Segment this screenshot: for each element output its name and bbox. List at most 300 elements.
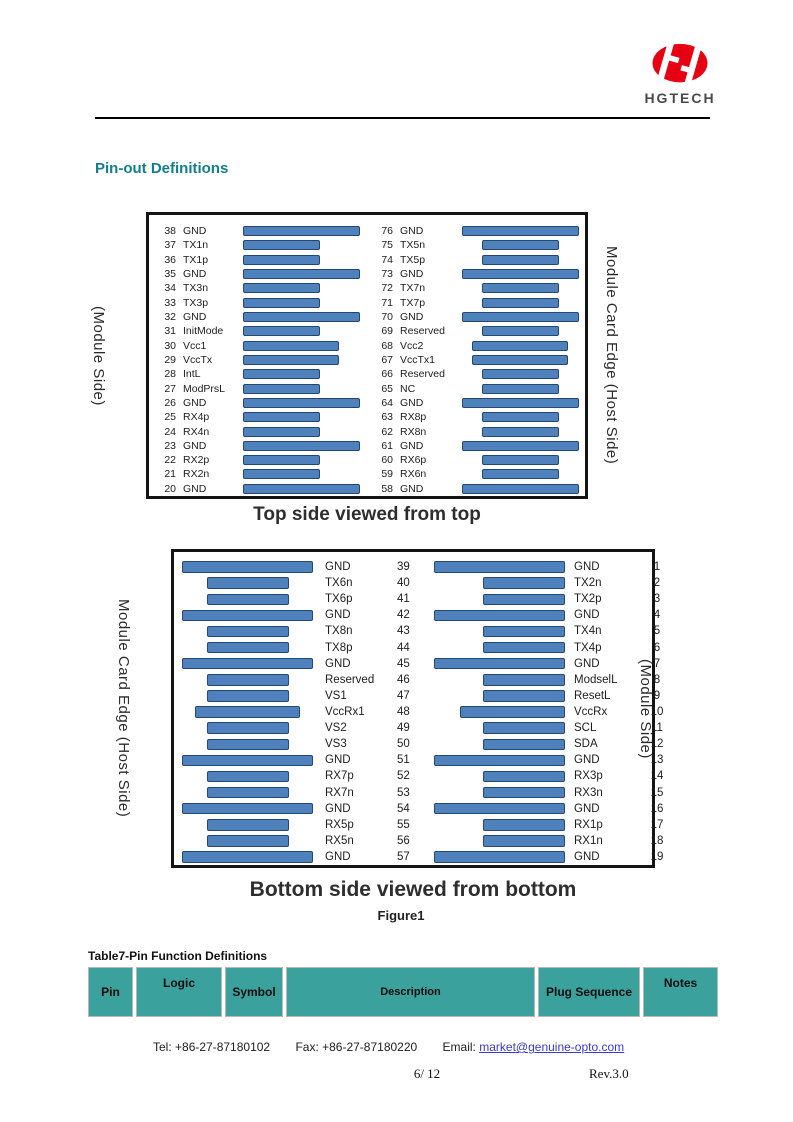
pin-number: 63 [381, 411, 393, 424]
pad-bar [472, 355, 568, 365]
pad-zone [179, 690, 316, 702]
pad-bar [482, 369, 559, 379]
pad-zone [428, 561, 565, 573]
pin-signal-name: TX1p [183, 253, 209, 266]
table-header-cell-plug-sequence: Plug Sequence [538, 967, 640, 1017]
pin-signal-name: TX7n [400, 282, 426, 295]
pad-zone [428, 722, 565, 734]
pin-signal-name: SDA [574, 738, 598, 751]
pin-row-68 [373, 339, 585, 353]
pad-zone [243, 355, 369, 365]
pin-row-71 [373, 296, 585, 310]
pin-signal-name: GND [574, 561, 600, 574]
pad-zone [428, 835, 565, 847]
pin-row-26 [156, 396, 369, 410]
pin-row-52 [179, 768, 421, 784]
pad-bar [482, 283, 559, 293]
pin-number: 10 [650, 706, 664, 719]
pad-bar [243, 341, 339, 351]
pad-bar [434, 658, 565, 670]
pin-number: 51 [397, 754, 410, 767]
table-header-cell-description: Description [286, 967, 535, 1017]
pin-row-15 [428, 785, 668, 801]
pad-bar [483, 594, 565, 606]
pad-zone [456, 326, 584, 336]
top-diagram-left-column [149, 224, 369, 496]
pin-number: 26 [164, 396, 176, 409]
pad-zone [179, 787, 316, 799]
pin-row-54 [179, 801, 421, 817]
pin-number: 11 [651, 722, 663, 735]
pad-zone [428, 787, 565, 799]
pad-bar [434, 561, 565, 573]
pin-number: 1 [653, 561, 661, 574]
pin-row-62 [373, 424, 585, 438]
pin-signal-name: TX2n [574, 577, 602, 590]
pin-number: 18 [650, 834, 664, 847]
pad-bar [483, 642, 565, 654]
pin-number: 41 [397, 593, 410, 606]
pad-bar [434, 610, 565, 622]
pin-row-56 [179, 833, 421, 849]
pin-signal-name: VccTx1 [400, 353, 436, 366]
pin-row-65 [373, 381, 585, 395]
pin-number: 24 [164, 425, 176, 438]
pin-signal-name: GND [400, 482, 424, 495]
pin-function-table-header [88, 967, 720, 1017]
pad-zone [243, 455, 369, 465]
pad-zone [179, 642, 316, 654]
table-header-cell-notes: Notes [643, 967, 718, 1017]
pin-row-50 [179, 736, 421, 752]
pad-bar [482, 427, 559, 437]
pad-zone [456, 298, 584, 308]
pin-signal-name: RX1p [574, 818, 603, 831]
pin-number: 20 [164, 482, 176, 495]
table-header-cell-logic: Logic [136, 967, 222, 1017]
pin-signal-name: GND [325, 657, 351, 670]
table-title: Table7-Pin Function Definitions [88, 949, 268, 963]
pin-signal-name: RX2p [183, 454, 210, 467]
pad-zone [428, 658, 565, 670]
pad-bar [182, 610, 313, 622]
pin-row-38 [156, 224, 369, 238]
pin-number: 12 [650, 738, 664, 751]
pad-zone [179, 803, 316, 815]
pin-number: 76 [381, 225, 393, 238]
pin-signal-name: RX8p [400, 411, 427, 424]
pad-bar [243, 469, 320, 479]
pin-signal-name: Vcc2 [400, 339, 424, 352]
pad-zone [456, 384, 584, 394]
pad-bar [182, 803, 313, 815]
pin-number: 5 [653, 625, 661, 638]
pin-signal-name: TX1n [183, 239, 209, 252]
pin-number: 31 [164, 325, 176, 338]
pad-bar [483, 787, 565, 799]
logo-text: HGTECH [644, 90, 716, 106]
pad-bar [195, 706, 300, 718]
pad-bar [460, 706, 565, 718]
pad-bar [462, 312, 579, 322]
pad-bar [483, 674, 565, 686]
pad-bar [482, 455, 559, 465]
pin-number: 70 [381, 311, 393, 324]
pin-signal-name: RX1n [574, 834, 603, 847]
company-logo [630, 40, 730, 106]
pad-zone [428, 739, 565, 751]
pad-zone [243, 269, 369, 279]
pin-signal-name: TX8n [325, 625, 353, 638]
pad-zone [243, 469, 369, 479]
pin-signal-name: GND [574, 802, 600, 815]
pin-number: 3 [653, 593, 661, 606]
pin-signal-name: TX6p [325, 593, 353, 606]
pin-signal-name: VccTx [183, 353, 213, 366]
pin-signal-name: TX4p [574, 641, 602, 654]
pad-bar [482, 384, 559, 394]
pin-row-3 [428, 591, 668, 607]
pin-signal-name: TX3p [183, 296, 209, 309]
pin-number: 73 [381, 268, 393, 281]
bottom-pinout-diagram [171, 549, 664, 868]
pin-row-69 [373, 324, 585, 338]
pin-number: 49 [397, 722, 410, 735]
pad-bar [434, 803, 565, 815]
pin-row-32 [156, 310, 369, 324]
pad-zone [243, 283, 369, 293]
pin-row-63 [373, 410, 585, 424]
pin-signal-name: RX4n [183, 425, 210, 438]
header-divider [95, 117, 710, 119]
pad-zone [243, 341, 369, 351]
pad-zone [243, 326, 369, 336]
pad-zone [243, 255, 369, 265]
pin-row-39 [179, 559, 421, 575]
pad-zone [179, 706, 316, 718]
pad-zone [456, 484, 584, 494]
pin-signal-name: RX5p [325, 818, 354, 831]
top-diagram-caption: Top side viewed from top [253, 504, 481, 525]
pad-zone [179, 851, 316, 863]
pin-row-35 [156, 267, 369, 281]
pin-number: 42 [397, 609, 410, 622]
pad-bar [434, 755, 565, 767]
pad-bar [243, 326, 320, 336]
pin-signal-name: GND [183, 396, 207, 409]
pin-signal-name: GND [574, 657, 600, 670]
pin-number: 15 [650, 786, 664, 799]
pin-row-44 [179, 640, 421, 656]
page-title: Pin-out Definitions [95, 160, 229, 177]
pin-row-43 [179, 623, 421, 639]
pad-zone [428, 594, 565, 606]
pin-signal-name: Reserved [400, 325, 445, 338]
pin-row-16 [428, 801, 668, 817]
pad-zone [456, 427, 584, 437]
pad-bar [243, 398, 360, 408]
pin-row-64 [373, 396, 585, 410]
pad-bar [207, 594, 289, 606]
pad-zone [428, 642, 565, 654]
pad-bar [472, 341, 568, 351]
pad-bar [182, 561, 313, 573]
pin-number: 66 [381, 368, 393, 381]
pin-row-46 [179, 672, 421, 688]
pad-zone [243, 369, 369, 379]
bottom-diagram-caption: Bottom side viewed from bottom [249, 878, 577, 901]
pad-bar [207, 819, 289, 831]
pad-zone [428, 626, 565, 638]
pin-number: 23 [164, 439, 176, 452]
pin-signal-name: VccRx1 [325, 706, 365, 719]
pin-number: 52 [397, 770, 410, 783]
pad-bar [207, 642, 289, 654]
pad-zone [456, 398, 584, 408]
bottom-diagram-left-side-label: Module Card Edge (Host Side) [115, 599, 132, 818]
pad-zone [243, 484, 369, 494]
pin-signal-name: VccRx [574, 706, 608, 719]
pin-number: 25 [164, 411, 176, 424]
pin-row-51 [179, 752, 421, 768]
pin-row-36 [156, 253, 369, 267]
pin-row-53 [179, 785, 421, 801]
pad-bar [243, 240, 320, 250]
pin-number: 39 [397, 561, 410, 574]
footer-page-number: 6/ 12 [413, 1066, 441, 1081]
figure-caption: Figure1 [377, 908, 425, 923]
pad-zone [179, 594, 316, 606]
pin-row-30 [156, 339, 369, 353]
pin-number: 64 [381, 396, 393, 409]
pad-zone [179, 771, 316, 783]
pad-bar [243, 355, 339, 365]
pin-row-21 [156, 467, 369, 481]
pad-zone [179, 739, 316, 751]
pad-bar [243, 255, 320, 265]
pin-row-72 [373, 281, 585, 295]
pin-signal-name: GND [400, 311, 424, 324]
pin-number: 14 [650, 770, 664, 783]
pin-signal-name: GND [325, 851, 351, 864]
pad-zone [456, 255, 584, 265]
pin-row-76 [373, 224, 585, 238]
pin-number: 45 [397, 657, 410, 670]
pad-zone [428, 674, 565, 686]
pin-row-58 [373, 482, 585, 496]
pin-row-49 [179, 720, 421, 736]
pad-zone [456, 412, 584, 422]
pin-row-13 [428, 752, 668, 768]
pin-signal-name: GND [574, 851, 600, 864]
table-header-cell-pin: Pin [88, 967, 133, 1017]
pad-zone [179, 835, 316, 847]
pin-row-19 [428, 849, 668, 865]
pin-number: 33 [164, 296, 176, 309]
pad-zone [456, 312, 584, 322]
hgtech-logo-icon [647, 40, 713, 88]
pin-row-25 [156, 410, 369, 424]
pin-signal-name: GND [183, 439, 207, 452]
pad-bar [182, 658, 313, 670]
footer-revision: Rev.3.0 [589, 1066, 629, 1081]
pad-bar [207, 577, 289, 589]
pad-bar [243, 412, 320, 422]
pad-bar [483, 819, 565, 831]
pin-signal-name: NC [400, 382, 416, 395]
pin-number: 35 [164, 268, 176, 281]
pin-signal-name: RX3p [574, 770, 603, 783]
pin-row-66 [373, 367, 585, 381]
pin-signal-name: RX7p [325, 770, 354, 783]
footer-tel: Tel: +86-27-87180102 [153, 1040, 271, 1054]
pin-number: 36 [164, 253, 176, 266]
footer-email-link[interactable]: market@genuine-opto.com [479, 1040, 625, 1054]
pad-bar [483, 626, 565, 638]
pad-bar [243, 269, 360, 279]
pin-number: 65 [381, 382, 393, 395]
pad-zone [243, 240, 369, 250]
pin-number: 8 [653, 673, 661, 686]
pin-row-6 [428, 640, 668, 656]
pin-row-8 [428, 672, 668, 688]
pin-signal-name: RX6n [400, 468, 427, 481]
pad-zone [243, 312, 369, 322]
pin-signal-name: ModPrsL [183, 382, 226, 395]
bottom-diagram-right-side-label: (Module Side) [637, 658, 654, 759]
pin-row-12 [428, 736, 668, 752]
pad-zone [428, 755, 565, 767]
pin-signal-name: Vcc1 [183, 339, 207, 352]
pad-zone [179, 722, 316, 734]
pin-number: 67 [381, 353, 393, 366]
pad-zone [456, 226, 584, 236]
pad-bar [243, 298, 320, 308]
pin-signal-name: ResetL [574, 689, 611, 702]
pin-number: 22 [164, 454, 176, 467]
pad-bar [434, 851, 565, 863]
pin-signal-name: GND [574, 754, 600, 767]
pad-bar [482, 412, 559, 422]
pad-zone [243, 226, 369, 236]
pin-signal-name: VS1 [325, 689, 347, 702]
pin-row-33 [156, 296, 369, 310]
pad-zone [243, 298, 369, 308]
pad-bar [462, 269, 579, 279]
pin-row-27 [156, 381, 369, 395]
pin-row-40 [179, 575, 421, 591]
pin-number: 19 [650, 851, 664, 864]
bottom-diagram-left-column [174, 559, 421, 865]
pin-row-47 [179, 688, 421, 704]
bottom-diagram-right-column [421, 559, 668, 865]
pin-number: 59 [381, 468, 393, 481]
pad-bar [483, 739, 565, 751]
pin-row-45 [179, 656, 421, 672]
pin-number: 55 [397, 818, 410, 831]
pin-number: 40 [397, 577, 410, 590]
pin-row-17 [428, 817, 668, 833]
pin-number: 60 [381, 454, 393, 467]
pad-bar [207, 690, 289, 702]
top-diagram-left-side-label: (Module Side) [90, 305, 107, 406]
footer-contact-line [153, 1040, 624, 1054]
pin-row-31 [156, 324, 369, 338]
pad-bar [482, 298, 559, 308]
top-pinout-diagram [146, 212, 588, 499]
pad-zone [243, 441, 369, 451]
pin-row-22 [156, 453, 369, 467]
pad-zone [179, 674, 316, 686]
pad-bar [182, 755, 313, 767]
pin-signal-name: RX2n [183, 468, 210, 481]
pin-row-7 [428, 656, 668, 672]
pad-zone [243, 427, 369, 437]
pin-signal-name: VS3 [325, 738, 347, 751]
pin-number: 46 [397, 673, 410, 686]
pin-row-70 [373, 310, 585, 324]
pin-number: 74 [381, 253, 393, 266]
pad-zone [243, 412, 369, 422]
pad-bar [482, 469, 559, 479]
pin-signal-name: TX5p [400, 253, 426, 266]
pin-number: 50 [397, 738, 410, 751]
pad-zone [456, 455, 584, 465]
pin-number: 32 [164, 311, 176, 324]
pad-bar [482, 326, 559, 336]
pin-signal-name: GND [325, 754, 351, 767]
pad-bar [182, 851, 313, 863]
pin-signal-name: GND [574, 609, 600, 622]
pad-zone [428, 851, 565, 863]
pad-bar [483, 690, 565, 702]
pad-bar [207, 835, 289, 847]
pin-row-20 [156, 482, 369, 496]
footer-email-label: Email: [442, 1040, 476, 1054]
pin-row-28 [156, 367, 369, 381]
pin-row-67 [373, 353, 585, 367]
pad-bar [483, 577, 565, 589]
pin-number: 69 [381, 325, 393, 338]
pin-signal-name: GND [325, 802, 351, 815]
pad-zone [456, 269, 584, 279]
pin-row-11 [428, 720, 668, 736]
pad-zone [243, 398, 369, 408]
pin-number: 54 [397, 802, 410, 815]
pin-row-37 [156, 238, 369, 252]
pin-row-34 [156, 281, 369, 295]
pin-number: 56 [397, 834, 410, 847]
pin-number: 16 [650, 802, 664, 815]
pad-bar [483, 835, 565, 847]
pad-bar [243, 312, 360, 322]
pin-number: 29 [164, 353, 176, 366]
pad-zone [456, 240, 584, 250]
pin-row-59 [373, 467, 585, 481]
pad-zone [179, 610, 316, 622]
pin-signal-name: TX8p [325, 641, 353, 654]
pin-signal-name: GND [183, 311, 207, 324]
pad-zone [456, 369, 584, 379]
pad-zone [179, 819, 316, 831]
pad-bar [243, 441, 360, 451]
pad-bar [207, 626, 289, 638]
pin-number: 47 [397, 689, 410, 702]
top-diagram-right-side-label: Module Card Edge (Host Side) [603, 246, 620, 465]
pin-row-23 [156, 439, 369, 453]
pad-zone [179, 561, 316, 573]
pad-zone [428, 803, 565, 815]
